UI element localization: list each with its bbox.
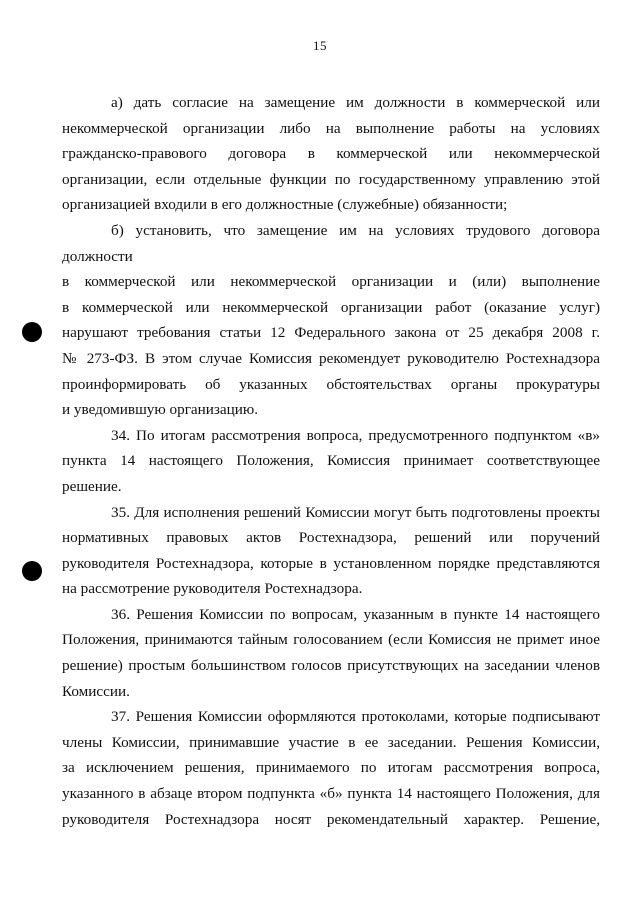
paragraph-subitem-a (62, 90, 600, 218)
punch-hole-top (22, 322, 42, 342)
text-line: нормативных правовых актов Ростехнадзора, решений или поручений (62, 529, 600, 547)
paragraph-36 (62, 602, 600, 704)
text-line: нарушают требования статьи 12 Федерального закона от 25 декабря 2008 г. (62, 324, 600, 342)
text-line: № 273-ФЗ. В этом случае Комиссия рекомендует руководителю Ростехнадзора (62, 349, 600, 367)
text-line: гражданско-правового договора в коммерческой или некоммерческой (62, 145, 600, 163)
text-line: решение. (62, 477, 122, 495)
text-line: пункта 14 настоящего Положения, Комиссия принимает соответствующее (62, 452, 600, 470)
text-line: должности (62, 247, 133, 265)
document-body (62, 90, 600, 832)
text-line: и уведомившую организацию. (62, 401, 259, 419)
text-line: б) установить, что замещение им на условиях трудового договора (111, 221, 600, 239)
text-line: Комиссии. (62, 682, 130, 700)
text-line: решение) простым большинством голосов присутствующих на заседании членов (62, 657, 600, 675)
text-line: на рассмотрение руководителя Ростехнадзора. (62, 580, 363, 598)
text-line: а) дать согласие на замещение им должности в коммерческой или (111, 94, 600, 111)
text-line: 37. Решения Комиссии оформляются протоколами, которые подписывают (111, 708, 600, 726)
text-line: Положения, принимаются тайным голосованием (если Комиссия не примет иное (62, 631, 600, 649)
text-line: организацией входили в его должностные (служебные) обязанности; (62, 196, 508, 214)
text-line: проинформировать об указанных обстоятельствах органы прокуратуры (62, 375, 600, 393)
text-line: 34. По итогам рассмотрения вопроса, предусмотренного подпунктом «в» (111, 426, 600, 444)
text-line: 35. Для исполнения решений Комиссии могут быть подготовлены проекты (111, 503, 600, 521)
text-line: в коммерческой или некоммерческой организации и (или) выполнение (62, 273, 600, 291)
text-line: члены Комиссии, принимавшие участие в ее заседании. Решения Комиссии, (62, 733, 600, 751)
paragraph-35 (62, 500, 600, 602)
text-line: некоммерческой организации либо на выполнение работы на условиях (62, 119, 600, 137)
paragraph-37 (62, 704, 600, 832)
text-line: руководителя Ростехнадзора, которые в установленном порядке представляются (62, 554, 600, 572)
text-line: руководителя Ростехнадзора носят рекомендательный характер. Решение, (62, 810, 600, 828)
punch-hole-bottom (22, 561, 42, 581)
text-line: 36. Решения Комиссии по вопросам, указанным в пункте 14 настоящего (111, 605, 600, 623)
text-line: за исключением решения, принимаемого по итогам рассмотрения вопроса, (62, 759, 600, 777)
page-number: 15 (313, 38, 327, 53)
text-line: в коммерческой или некоммерческой организации работ (оказание услуг) (62, 298, 600, 316)
text-line: указанного в абзаце втором подпункта «б» пункта 14 настоящего Положения, для (62, 785, 600, 803)
paragraph-subitem-b (62, 218, 600, 423)
text-line: организации, если отдельные функции по государственному управлению этой (62, 170, 600, 188)
paragraph-34 (62, 423, 600, 500)
